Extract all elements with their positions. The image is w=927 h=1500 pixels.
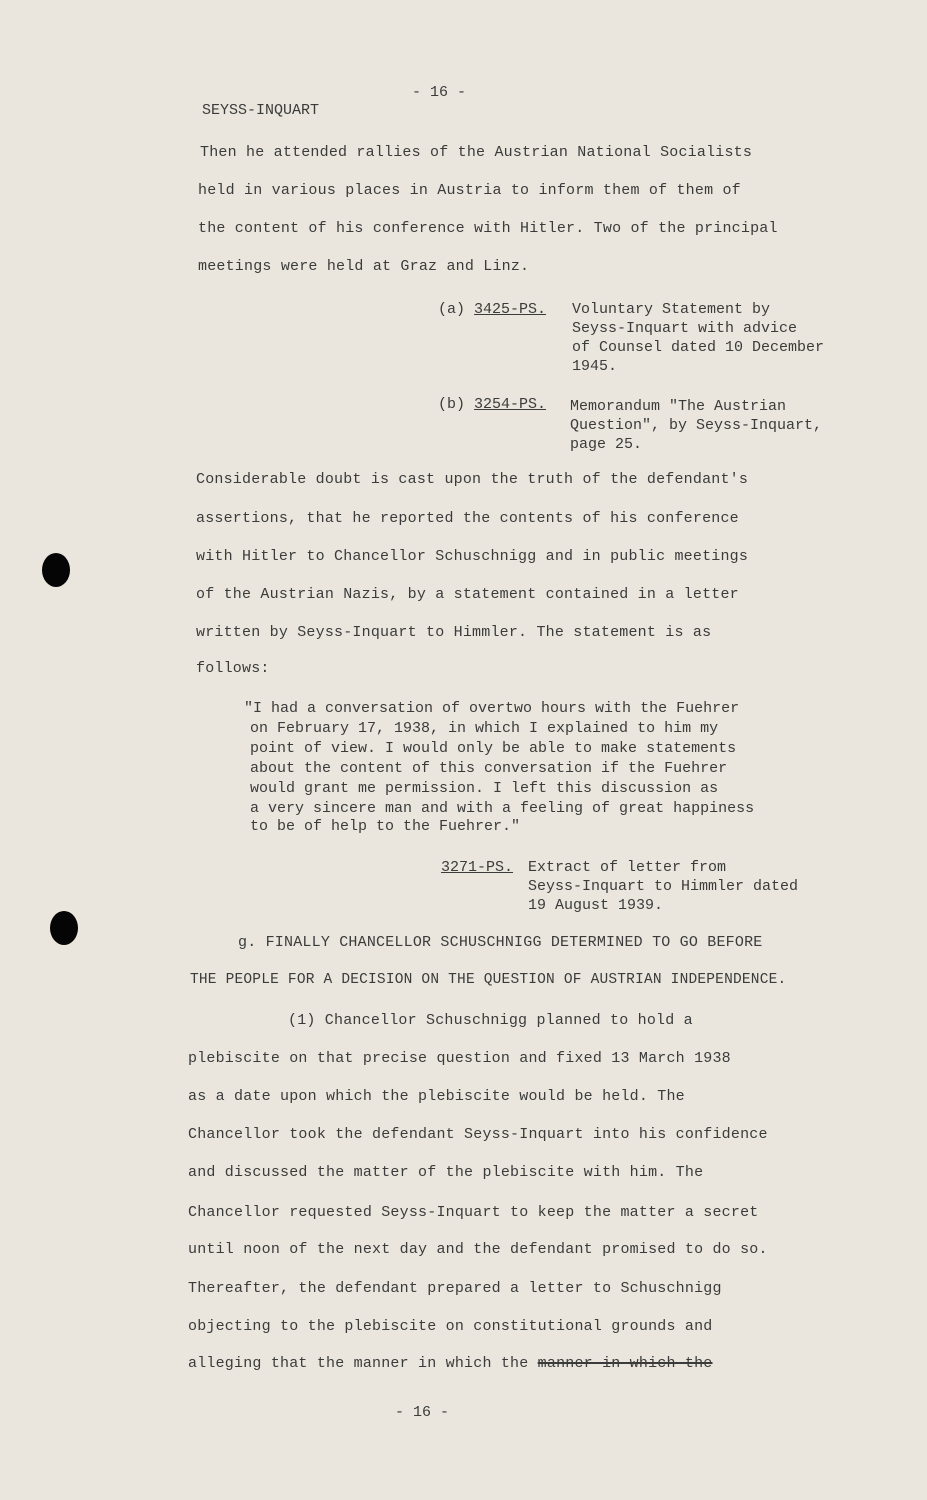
- citation-line: Extract of letter from: [528, 859, 727, 876]
- citation-letter-description: [528, 858, 798, 915]
- citation-line: Seyss-Inquart to Himmler dated: [528, 878, 799, 895]
- citation-line: 19 August 1939.: [528, 897, 664, 914]
- paragraph-line: [188, 1355, 713, 1372]
- paragraph-line: and discussed the matter of the plebiscite with him. The: [188, 1164, 704, 1181]
- citation-b-description: [570, 397, 822, 454]
- paragraph-line: Chancellor took the defendant Seyss-Inquart into his confidence: [188, 1126, 768, 1143]
- citation-label: (a): [438, 301, 466, 318]
- quote-line: a very sincere man and with a feeling of great happiness: [250, 800, 755, 817]
- citation-line: page 25.: [570, 436, 643, 453]
- paragraph-line: follows:: [196, 660, 270, 677]
- citation-a: [438, 300, 546, 319]
- citation-b: [438, 395, 546, 414]
- struck-out-text: manner in which the: [537, 1355, 713, 1372]
- section-heading-line: g. FINALLY CHANCELLOR SCHUSCHNIGG DETERMINED TO GO BEFORE: [238, 934, 763, 951]
- citation-line: 1945.: [572, 358, 618, 375]
- paragraph-line: Considerable doubt is cast upon the truth of the defendant's: [196, 471, 749, 488]
- quote-line: to be of help to the Fuehrer.": [250, 818, 521, 835]
- paragraph-text: alleging that the manner in which the: [188, 1355, 529, 1372]
- citation-letter-reference: [441, 858, 513, 877]
- paragraph-line: Chancellor requested Seyss-Inquart to keep the matter a secret: [188, 1204, 759, 1221]
- paragraph-line: (1) Chancellor Schuschnigg planned to hold a: [288, 1012, 693, 1029]
- citation-line: Memorandum "The Austrian: [570, 398, 787, 415]
- paragraph-line: meetings were held at Graz and Linz.: [198, 258, 530, 275]
- paragraph-line: held in various places in Austria to inform them of them of: [198, 182, 741, 199]
- paragraph-line: Thereafter, the defendant prepared a letter to Schuschnigg: [188, 1280, 722, 1297]
- paragraph-line: Then he attended rallies of the Austrian National Socialists: [200, 144, 753, 161]
- document-reference: 3425-PS.: [474, 301, 547, 318]
- page-number-top: - 16 -: [412, 84, 467, 101]
- citation-line: Seyss-Inquart with advice: [572, 320, 798, 337]
- paragraph-line: as a date upon which the plebiscite would be held. The: [188, 1088, 685, 1105]
- paragraph-line: plebiscite on that precise question and fixed 13 March 1938: [188, 1050, 731, 1067]
- document-reference: 3254-PS.: [474, 396, 547, 413]
- paragraph-line: assertions, that he reported the contents of his conference: [196, 510, 739, 527]
- quote-line: "I had a conversation of overtwo hours with the Fuehrer: [244, 700, 740, 717]
- paragraph-line: objecting to the plebiscite on constitutional grounds and: [188, 1318, 713, 1335]
- quote-line: would grant me permission. I left this discussion as: [250, 780, 719, 797]
- paragraph-line: until noon of the next day and the defendant promised to do so.: [188, 1241, 768, 1258]
- paragraph-line: of the Austrian Nazis, by a statement contained in a letter: [196, 586, 739, 603]
- quote-line: about the content of this conversation if the Fuehrer: [250, 760, 728, 777]
- paragraph-line: with Hitler to Chancellor Schuschnigg and in public meetings: [196, 548, 749, 565]
- citation-label: (b): [438, 396, 466, 413]
- citation-line: Question", by Seyss-Inquart,: [570, 417, 823, 434]
- document-reference: 3271-PS.: [441, 859, 514, 876]
- paragraph-line: written by Seyss-Inquart to Himmler. The statement is as: [196, 624, 712, 641]
- citation-line: of Counsel dated 10 December: [572, 339, 825, 356]
- citation-a-description: [572, 300, 824, 376]
- quote-line: on February 17, 1938, in which I explained to him my: [250, 720, 719, 737]
- section-heading-line: THE PEOPLE FOR A DECISION ON THE QUESTION OF AUSTRIAN INDEPENDENCE.: [190, 972, 787, 988]
- punch-hole: [42, 553, 70, 587]
- citation-line: Voluntary Statement by: [572, 301, 771, 318]
- quote-line: point of view. I would only be able to make statements: [250, 740, 737, 757]
- punch-hole: [50, 911, 78, 945]
- running-heading: SEYSS-INQUART: [202, 102, 320, 119]
- paragraph-line: the content of his conference with Hitler. Two of the principal: [198, 220, 778, 237]
- page-number-bottom: - 16 -: [395, 1404, 450, 1421]
